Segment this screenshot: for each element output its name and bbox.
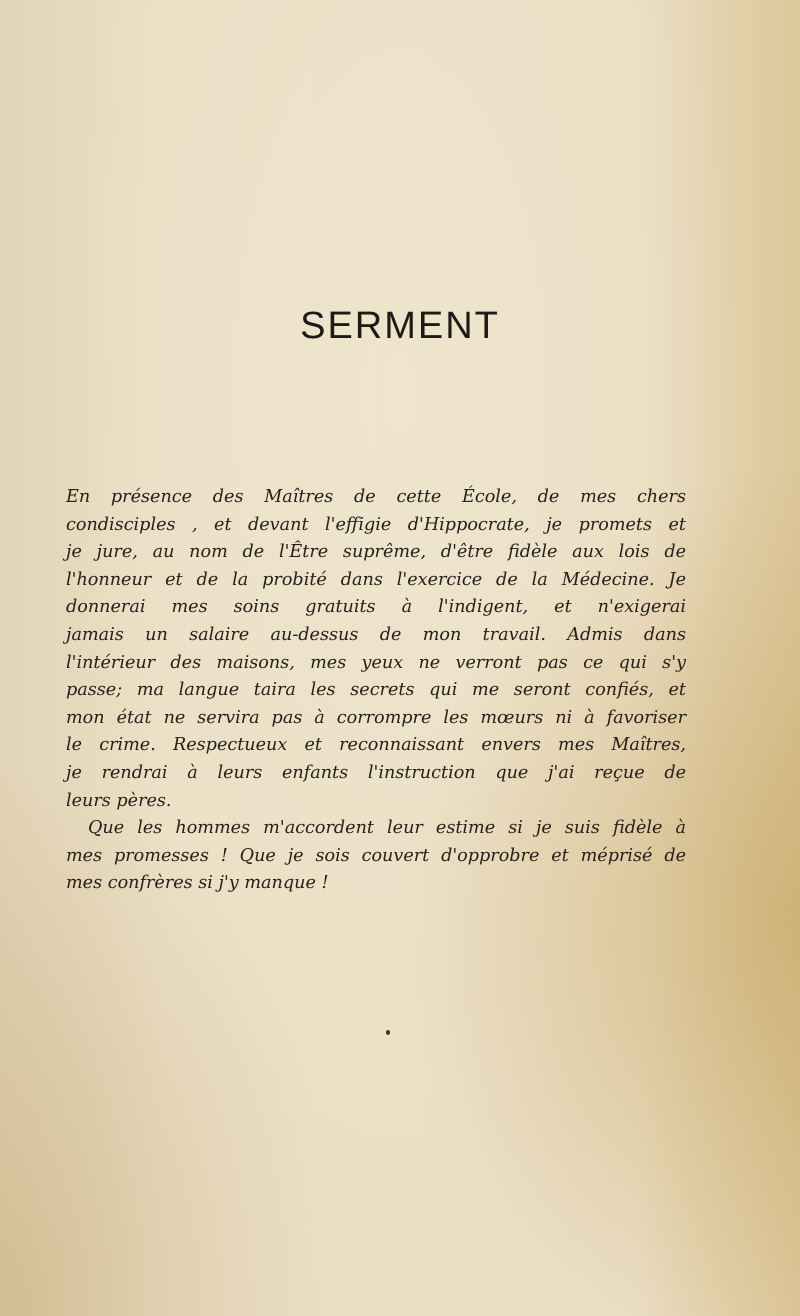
text-line: En présence des Maîtres de cette École, de mes chers (66, 487, 686, 507)
text-line: l'intérieur des maisons, mes yeux ne verront pas ce qui s'y (66, 652, 686, 673)
text-line: Que les hommes m'accordent leur estime si je suis fidèle à (88, 818, 686, 839)
oath-paragraph-2 (66, 815, 686, 898)
text-line: leurs pères. (66, 790, 172, 811)
text-line: condisciples , et devant l'effigie d'Hippocrate, je promets et (66, 514, 686, 535)
text-line: je jure, au nom de l'Être suprême, d'être fidèle aux lois de (66, 542, 686, 563)
text-line: mes confrères si j'y manque ! (66, 873, 329, 894)
oath-text (66, 484, 686, 898)
text-line: le crime. Respectueux et reconnaissant envers mes Maîtres, (66, 735, 686, 756)
text-line: je rendrai à leurs enfants l'instruction que j'ai reçue de (66, 762, 686, 783)
text-line: l'honneur et de la probité dans l'exercice de la Médecine. Je (66, 569, 686, 590)
text-line: jamais un salaire au-dessus de mon travail. Admis dans (66, 624, 686, 645)
text-line: donnerai mes soins gratuits à l'indigent, et n'exigerai (66, 597, 686, 618)
ink-speck (386, 1030, 390, 1035)
text-line: passe; ma langue taira les secrets qui me seront confiés, et (66, 680, 686, 701)
page-title: SERMENT (300, 305, 500, 347)
text-line: mes promesses ! Que je sois couvert d'opprobre et méprisé de (66, 845, 686, 866)
text-line: mon état ne servira pas à corrompre les mœurs ni à favoriser (66, 707, 686, 728)
oath-paragraph-1 (66, 484, 686, 815)
